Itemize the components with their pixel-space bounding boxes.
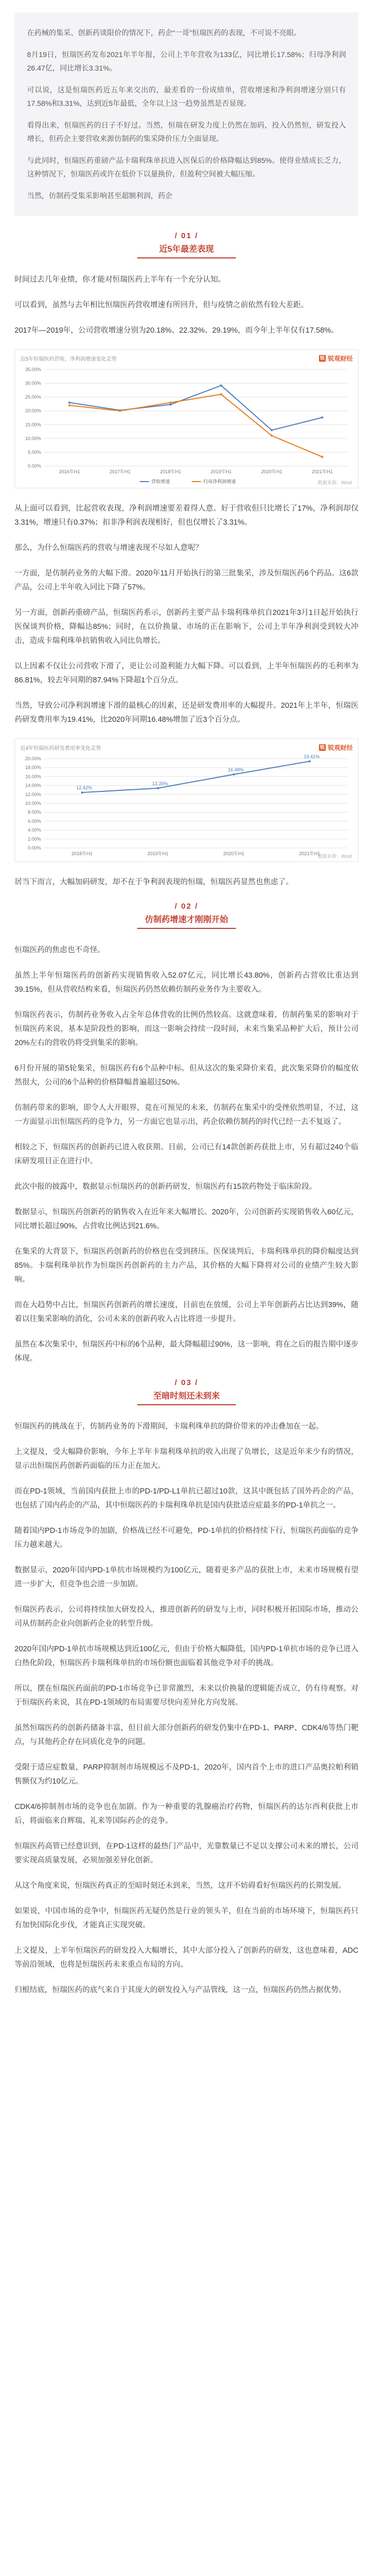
- body-paragraph: 而在PD-1领域，当前国内获批上市的PD-1/PD-L1单抗已超过10款，这其中既包括了国外药企的产品，也包括了国内药企的产品，其中恒瑞医药的卡瑞利珠单抗是国内获批适应症最多的PD-1单抗之一。: [15, 1487, 358, 1510]
- x-tick-label: 2020年H1: [223, 851, 245, 856]
- revenue-profit-growth-chart: [15, 349, 358, 488]
- chart-source: 数据来源：Wind: [317, 854, 352, 859]
- brand-logo: [319, 354, 353, 363]
- y-tick-label: 35.00%: [25, 367, 41, 372]
- legend-label: 归母净利润增速: [203, 479, 236, 484]
- y-tick-label: 5.00%: [28, 449, 41, 455]
- brand-logo: [319, 743, 353, 752]
- body-paragraph: 而在大趋势中占比，恒瑞医药创新药的增长速度，目前也在放缓，公司上半年创新药占比达到39%，随着以往集采影响的消化，公司未来的创新药收入占比将进一步提升。: [15, 1301, 358, 1323]
- body-paragraph: 从上面可以看到，比起营收表现，净利润增速要差着得人意。好于营收但只比增长了17%，净利润却仅3.31%，增速只有0.37%；扣非净利润表现相好，但也仅增长了3.31%。: [15, 504, 358, 527]
- y-tick-label: 2.00%: [28, 836, 41, 842]
- body-paragraph: 恒瑞医药的焦虑也不奇怪。: [15, 946, 105, 954]
- y-tick-label: 20.00%: [25, 756, 41, 761]
- body-paragraph: 恒瑞医药表示，仿制药业务收入占全年总体营收的比例仍然较高。这就意味着，仿制药集采的影响对于恒瑞医药来说，基本是阶段性的影响，而这一影响会持续一段时间，未来当集采品种扩大后，预计公司20%左右的营收仍将受到集采的影响。: [15, 1011, 358, 1047]
- x-tick-label: 2021年H1: [312, 469, 333, 474]
- data-point: [309, 760, 311, 762]
- body-paragraph: 居当下而言，大幅加码研发，却不在于争利润表现的恒瑞，恒瑞医药显然也焦虑了。: [15, 878, 294, 886]
- body-paragraph: 此次中报的披露中，数据显示恒瑞医药的创新药研发，恒瑞医药有15款药物处于临床阶段。: [15, 1183, 317, 1191]
- body-paragraph: 虽然在本次集采中，恒瑞医药中标的6个品种，最大降幅超过90%，这一影响，将在之后的报告期中逐步体现。: [15, 1340, 358, 1363]
- body-paragraph: 2017年—2019年，公司营收增速分别为20.18%、22.32%、29.19%，而今年上半年仅有17.58%。: [15, 326, 339, 335]
- body-paragraph: 6月份开展的第5轮集采，恒瑞医药有6个品种中标。但从这次的集采降价来看，此次集采降价的幅度依然很大，公司的6个品种的价格降幅普遍超过50%。: [15, 1064, 358, 1087]
- y-tick-label: 30.00%: [25, 380, 41, 386]
- body-paragraph: 虽然上半年恒瑞医药的创新药实现销售收入52.07亿元，同比增长43.80%，创新药占营收比重达到39.15%，但从营收结构来看，恒瑞医药仍然依赖仿制药业务作为主要收入。: [15, 971, 358, 994]
- body-paragraph: 另一方面，创新药重磅产品，恒瑞医药系示，创新药主要产品卡瑞利珠单抗自2021年3月1日起开始执行医保谈判价格，降幅达85%；同时，在以价换量、市场的正在影响下，公司上半年净利润受到较大冲击，造成卡瑞利珠单抗销售收入同比负增长。: [15, 609, 358, 645]
- body-paragraph: CDK4/6抑制剂市场的竞争也在加剧。作为一种重要的乳腺癌治疗药物，恒瑞医药的达尔西利获批上市后，将面临来自辉瑞、礼来等国际药企的竞争。: [15, 1803, 358, 1825]
- data-point: [157, 787, 159, 789]
- chart-title: 近4年恒瑞医药研发费用率变化走势: [20, 745, 101, 751]
- body-paragraph: 上文提及，受大幅降价影响，今年上半年卡瑞利珠单抗的收入出现了负增长，这是近年来少有的情况，显示出恒瑞医药创新药面临的压力正在加大。: [15, 1448, 358, 1470]
- brand-name: 锐观财经: [327, 354, 353, 362]
- section-3-body: [0, 1420, 373, 1997]
- data-point: [220, 385, 222, 387]
- intro-paragraph: 当然，仿制药受集采影响甚至超额利润，药企: [27, 191, 172, 200]
- x-tick-label: 2019年H1: [210, 469, 232, 474]
- section-divider: [137, 928, 236, 929]
- y-tick-label: 20.00%: [25, 408, 41, 414]
- section-title: 仿制药增速才刚刚开始: [144, 915, 228, 924]
- y-tick-label: 15.00%: [25, 422, 41, 428]
- y-tick-label: 16.00%: [25, 774, 41, 779]
- series-line: [82, 761, 310, 792]
- y-tick-label: 14.00%: [25, 783, 41, 788]
- x-tick-label: 2020年H1: [261, 469, 283, 474]
- section-title: 至暗时刻还未到来: [153, 1392, 220, 1401]
- y-tick-label: 18.00%: [25, 765, 41, 771]
- data-label: 12.42%: [76, 785, 92, 791]
- body-paragraph: 恒瑞医药高管已经意识到，在PD-1这样的最热门产品中，光靠数量已不足以支撑公司未来的增长，公司要实现高质量发展，必须加强差异化创新。: [15, 1842, 358, 1865]
- data-point: [81, 791, 83, 793]
- intro-paragraph: 可以说，这是恒瑞医药近五年来交出的，最差看的一份成绩单，营收增速和净利润增速分别只有17.58%和3.31%，达到近5年最低，全年以上这一趋势虽然是否显现。: [27, 86, 346, 107]
- x-tick-label: 2018年H1: [71, 851, 93, 856]
- intro-paragraph: 看得出来，恒瑞医药的日子不好过。当然，恒瑞在研发力度上仍然在加码，投入仍然恒，研发投入增长，但药企主要营收来源仿制药的集采降价压力全面显现。: [27, 121, 346, 143]
- y-tick-label: 10.00%: [25, 435, 41, 441]
- section-header-2: [0, 902, 373, 929]
- data-label: 13.39%: [152, 780, 168, 786]
- brand-icon: 锐: [319, 744, 325, 750]
- data-label: 16.48%: [228, 767, 244, 773]
- y-tick-label: 8.00%: [28, 810, 41, 815]
- body-paragraph: 以上因素不仅让公司营收下滑了，更让公司盈利能力大幅下降。可以看到，上半年恒瑞医药的毛利率为86.81%，较去年同期的87.94%下降超1个百分点。: [15, 662, 358, 684]
- body-paragraph: 那么，为什么恒瑞医药的营收与增速表现不尽如人意呢？: [15, 544, 203, 552]
- x-tick-label: 2019年H1: [147, 851, 169, 856]
- y-tick-label: 0.00%: [28, 463, 41, 469]
- legend-label: 营收增速: [151, 479, 170, 484]
- body-paragraph: 恒瑞医药表示，公司将持续加大研发投入，推进创新药的研发与上市，同时积极开拓国际市场，推动公司从仿制药企业向创新药企业的转型升级。: [15, 1606, 358, 1628]
- intro-paragraph: 在药械的集采、创新药谈限价的情况下，药企“一哥”恒瑞医药的表现，不可说不亮眼。: [27, 29, 301, 37]
- body-paragraph: 如果说，中国市场的竞争中，恒瑞医药无疑仍然是行业的领头羊，但在当前的市场环境下，恒瑞医药只有加快国际化步伐，才能真正实现突破。: [15, 1907, 358, 1929]
- y-tick-label: 12.00%: [25, 791, 41, 797]
- intro-box: [15, 12, 358, 216]
- data-point: [271, 435, 273, 437]
- data-point: [321, 416, 323, 418]
- body-paragraph: 2020年国内PD-1单抗市场规模达到近100亿元，但由于价格大幅降低，国内PD-1单抗市场的竞争已进入白热化阶段，恒瑞医药卡瑞利珠单抗的市场份额也面临着其他竞争对手的挑战。: [15, 1645, 358, 1667]
- chart-title: 近5年恒瑞医药营收、净利润增速变化走势: [20, 356, 117, 362]
- data-point: [169, 403, 171, 405]
- x-tick-label: 2016年H1: [59, 469, 80, 474]
- body-paragraph: 随着国内PD-1市场竞争的加剧，价格战已经不可避免，PD-1单抗的价格持续下行，恒瑞医药面临的竞争压力越来越大。: [15, 1527, 358, 1549]
- data-label: 19.41%: [303, 754, 320, 760]
- body-paragraph: 数据显示，2020年国内PD-1单抗市场规模约为100亿元，随着更多产品的获批上市，未来市场规模有望进一步扩大，但竞争也会进一步加剧。: [15, 1566, 358, 1588]
- x-tick-label: 2017年H1: [109, 469, 131, 474]
- body-paragraph: 归根结底，恒瑞医药的底气来自于其庞大的研发投入与产品管线，这一点，恒瑞医药仍然占据优势。: [15, 1986, 346, 1994]
- body-paragraph: 恒瑞医药的挑战在于，仿制药业务的下滑期间，卡瑞利珠单抗的降价带来的冲击叠加在一起。: [15, 1422, 324, 1431]
- section-1-body: [0, 273, 373, 338]
- series-line: [70, 386, 323, 430]
- body-paragraph: 在集采的大背景下，恒瑞医药创新药的价格也在受到挤压。医保谈判后，卡瑞利珠单抗的降价幅度达到85%。卡瑞利珠单抗作为恒瑞医药创新药的主力产品，其价格的大幅下降将对公司的业绩产生较大影响。: [15, 1248, 358, 1284]
- data-point: [69, 402, 71, 404]
- chart-source: 数据来源：Wind: [317, 480, 352, 485]
- x-tick-label: 2021年H1: [299, 851, 321, 856]
- section-1-body-end: [0, 875, 373, 889]
- series-line: [70, 394, 323, 457]
- body-paragraph: 时间过去几年业绩，你才能对恒瑞医药上半年有一个充分认知。: [15, 276, 225, 284]
- line-chart-svg: [15, 363, 358, 488]
- data-point: [69, 404, 71, 406]
- data-point: [169, 402, 171, 404]
- x-tick-label: 2018年H1: [160, 469, 181, 474]
- data-point: [321, 456, 323, 458]
- intro-paragraph: 与此同时，恒瑞医药重磅产品卡瑞利珠单抗进入医保后的价格降幅达到85%。使得业绩成长乏力，这种情况下，恒瑞医药或许在低价下以量换价，但盈利空间被大幅压缩。: [27, 156, 346, 178]
- brand-icon: 锐: [319, 355, 325, 361]
- y-tick-label: 25.00%: [25, 394, 41, 400]
- body-paragraph: 虽然恒瑞医药的创新药储备丰富，但目前大部分创新药的研发仍集中在PD-1、PARP、CDK4/6等热门靶点，与其他药企存在同质化竞争的问题。: [15, 1724, 358, 1746]
- data-point: [233, 773, 235, 775]
- body-paragraph: 仿制药带来的影响，即令人大开眼界，竟在可预见的未来，仿制药在集采中的受挫依然明显，不过，这一方面显示出恒瑞医药的竞争力，另一方面它也显示出，药企依赖仿制药的时代已经一去不复返了。: [15, 1104, 358, 1126]
- section-1-body-cont: [0, 502, 373, 727]
- intro-paragraph: 8月19日，恒瑞医药发布2021年半年报，公司上半年营收为133亿，同比增长17.58%；归母净利润26.47亿，同比增长3.31%。: [27, 50, 346, 72]
- body-paragraph: 数据显示，恒瑞医药创新药的销售收入在近年来大幅增长。2020年，公司创新药实现销售收入60亿元，同比增长超过90%，占营收比例达到21.6%。: [15, 1208, 358, 1230]
- rd-expense-ratio-chart: [15, 738, 358, 862]
- body-paragraph: 可以看到，虽然与去年相比恒瑞医药营收增速有所回升，但与疫情之前依然有较大差距。: [15, 301, 309, 309]
- brand-name: 锐观财经: [327, 744, 353, 751]
- data-point: [119, 410, 121, 412]
- y-tick-label: 10.00%: [25, 801, 41, 806]
- body-paragraph: 从这个角度来说，恒瑞医药真正的至暗时刻还未到来，当然，这并不妨碍看好恒瑞医药的长期发展。: [15, 1882, 346, 1890]
- data-point: [220, 393, 222, 395]
- section-divider: [137, 1404, 236, 1405]
- body-paragraph: 受限于适应症数量，PARP抑制剂市场规模远不及PD-1，2020年，国内首个上市的进口产品奥拉帕利销售额仅为约10亿元。: [15, 1763, 358, 1786]
- section-header-3: [0, 1378, 373, 1405]
- section-divider: [137, 257, 236, 258]
- section-number: / 03 /: [175, 1378, 198, 1387]
- section-header-1: [0, 231, 373, 258]
- line-chart-svg: [15, 752, 358, 861]
- body-paragraph: 当然，导致公司净利润增速下滑的最核心的因素，还是研发费用率的大幅提升。2021年上半年，恒瑞医药研发费用率为19.41%，比2020年同期16.48%增加了近3个百分点。: [15, 702, 358, 724]
- y-tick-label: 0.00%: [28, 845, 41, 851]
- body-paragraph: 相较之下，恒瑞医药的创新药已进入收获期。目前，公司已有14款创新药获批上市，另有超过240个临床研发项目正在进行中。: [15, 1143, 358, 1166]
- y-tick-label: 6.00%: [28, 818, 41, 824]
- y-tick-label: 4.00%: [28, 827, 41, 833]
- body-paragraph: 所以，摆在恒瑞医药面前的PD-1市场竞争已非常激烈，未来以价换量的逻辑能否成立，仍有待观察。对于恒瑞医药来说，其在PD-1领域的布局需要尽快向差异化方向发展。: [15, 1684, 358, 1707]
- section-number: / 02 /: [175, 902, 198, 911]
- data-point: [271, 429, 273, 431]
- section-title: 近5年最差表现: [159, 245, 214, 254]
- section-number: / 01 /: [175, 231, 198, 240]
- section-2-body: [0, 943, 373, 1366]
- body-paragraph: 上文提及，上半年恒瑞医药的研发投入大幅增长，其中大部分投入了创新药的研发，这也意味着，ADC等前沿领域，也将是恒瑞医药未来重点布局的方向。: [15, 1947, 358, 1969]
- body-paragraph: 一方面，是仿制药业务的大幅下滑。2020年11月开始执行的第三批集采，涉及恒瑞医药6个药品。这6款产品，公司上半年收入同比下降了57%。: [15, 569, 358, 592]
